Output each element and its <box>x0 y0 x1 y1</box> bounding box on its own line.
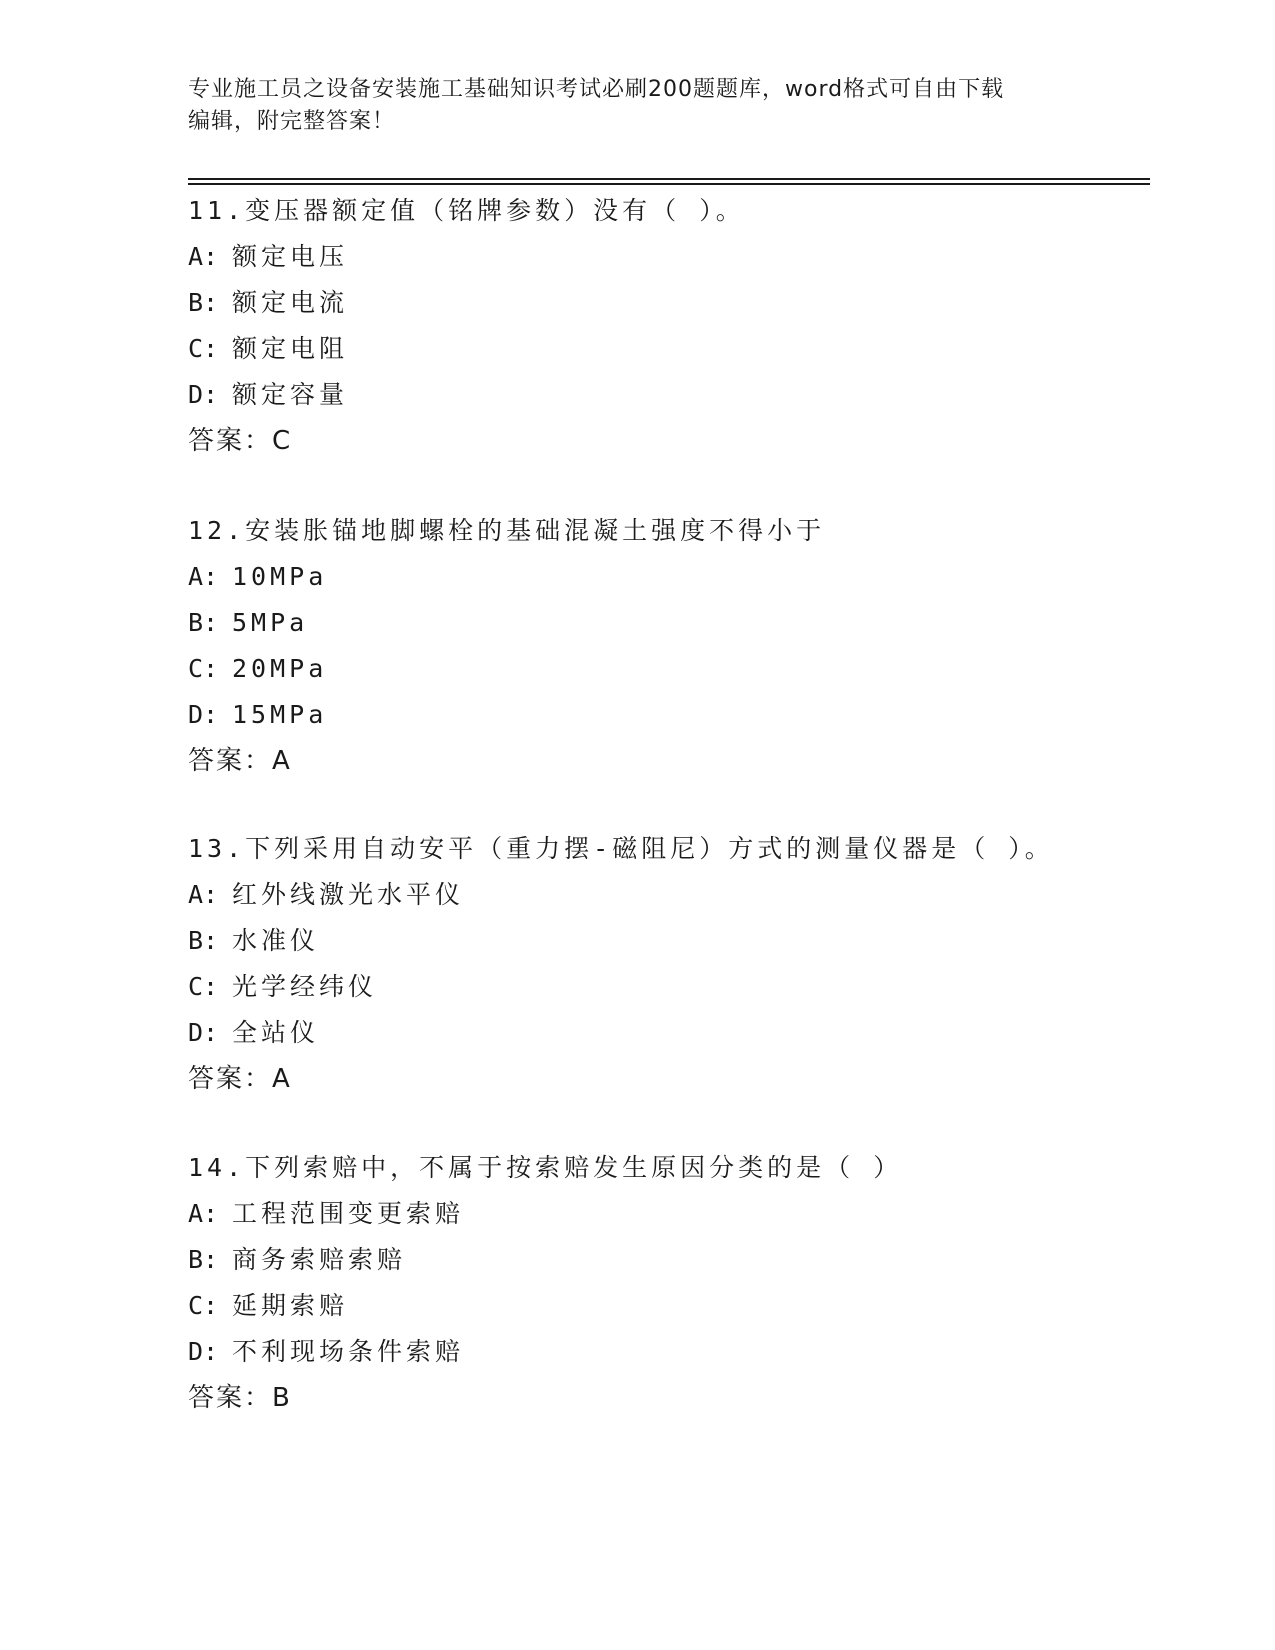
option-letter: B: <box>188 1245 219 1274</box>
option-text: 延期索赔 <box>232 1291 349 1320</box>
option-d <box>188 692 1148 738</box>
header-title-line-1: 专业施工员之设备安装施工基础知识考试必刷200题题库，word格式可自由下载 <box>188 77 1005 102</box>
option-text: 额定容量 <box>232 380 349 409</box>
question-stem: 14.下列索赔中，不属于按索赔发生原因分类的是（ ） <box>188 1153 903 1182</box>
option-letter: C: <box>188 334 219 363</box>
option-text: 全站仪 <box>232 1018 320 1047</box>
option-text: 水准仪 <box>232 926 320 955</box>
header-divider-bottom <box>188 183 1150 185</box>
option-letter: C: <box>188 654 219 683</box>
option-c <box>188 1283 1148 1329</box>
option-text: 商务索赔索赔 <box>232 1245 407 1274</box>
option-letter: A: <box>188 880 219 909</box>
question-stem: 12.安装胀锚地脚螺栓的基础混凝土强度不得小于 <box>188 516 826 545</box>
option-letter: B: <box>188 926 219 955</box>
option-text: 不利现场条件索赔 <box>232 1337 465 1366</box>
header-divider-top <box>188 178 1150 180</box>
option-d <box>188 1329 1148 1375</box>
option-b <box>188 280 1148 326</box>
option-a <box>188 1191 1148 1237</box>
question-11 <box>188 188 1148 464</box>
answer-line: 答案：B <box>188 1383 292 1413</box>
option-letter: A: <box>188 1199 219 1228</box>
option-letter: A: <box>188 562 219 591</box>
option-d <box>188 1010 1148 1056</box>
document-header <box>188 74 1088 138</box>
question-stem: 13.下列采用自动安平（重力摆-磁阻尼）方式的测量仪器是（ ）。 <box>188 834 1054 863</box>
option-letter: C: <box>188 1291 219 1320</box>
option-c <box>188 646 1148 692</box>
option-letter: D: <box>188 1337 219 1366</box>
option-letter: D: <box>188 700 219 729</box>
option-text: 10MPa <box>232 562 328 591</box>
question-12 <box>188 508 1148 784</box>
question-14 <box>188 1145 1148 1421</box>
option-a <box>188 234 1148 280</box>
answer-line: 答案：A <box>188 1064 292 1094</box>
option-text: 工程范围变更索赔 <box>232 1199 465 1228</box>
option-c <box>188 964 1148 1010</box>
answer-line: 答案：A <box>188 746 292 776</box>
option-text: 额定电阻 <box>232 334 349 363</box>
option-b <box>188 1237 1148 1283</box>
option-letter: D: <box>188 1018 219 1047</box>
option-c <box>188 326 1148 372</box>
header-title-line-2: 编辑，附完整答案！ <box>188 109 396 134</box>
option-a <box>188 554 1148 600</box>
option-text: 15MPa <box>232 700 328 729</box>
option-b <box>188 918 1148 964</box>
option-text: 额定电压 <box>232 242 349 271</box>
answer-line: 答案：C <box>188 426 293 456</box>
option-letter: B: <box>188 288 219 317</box>
question-stem: 11.变压器额定值（铭牌参数）没有（ ）。 <box>188 196 745 225</box>
option-text: 光学经纬仪 <box>232 972 378 1001</box>
option-a <box>188 872 1148 918</box>
option-text: 红外线激光水平仪 <box>232 880 465 909</box>
option-letter: B: <box>188 608 219 637</box>
option-letter: C: <box>188 972 219 1001</box>
option-letter: D: <box>188 380 219 409</box>
option-d <box>188 372 1148 418</box>
option-text: 5MPa <box>232 608 309 637</box>
option-b <box>188 600 1148 646</box>
option-letter: A: <box>188 242 219 271</box>
option-text: 额定电流 <box>232 288 349 317</box>
option-text: 20MPa <box>232 654 328 683</box>
question-13 <box>188 826 1148 1102</box>
